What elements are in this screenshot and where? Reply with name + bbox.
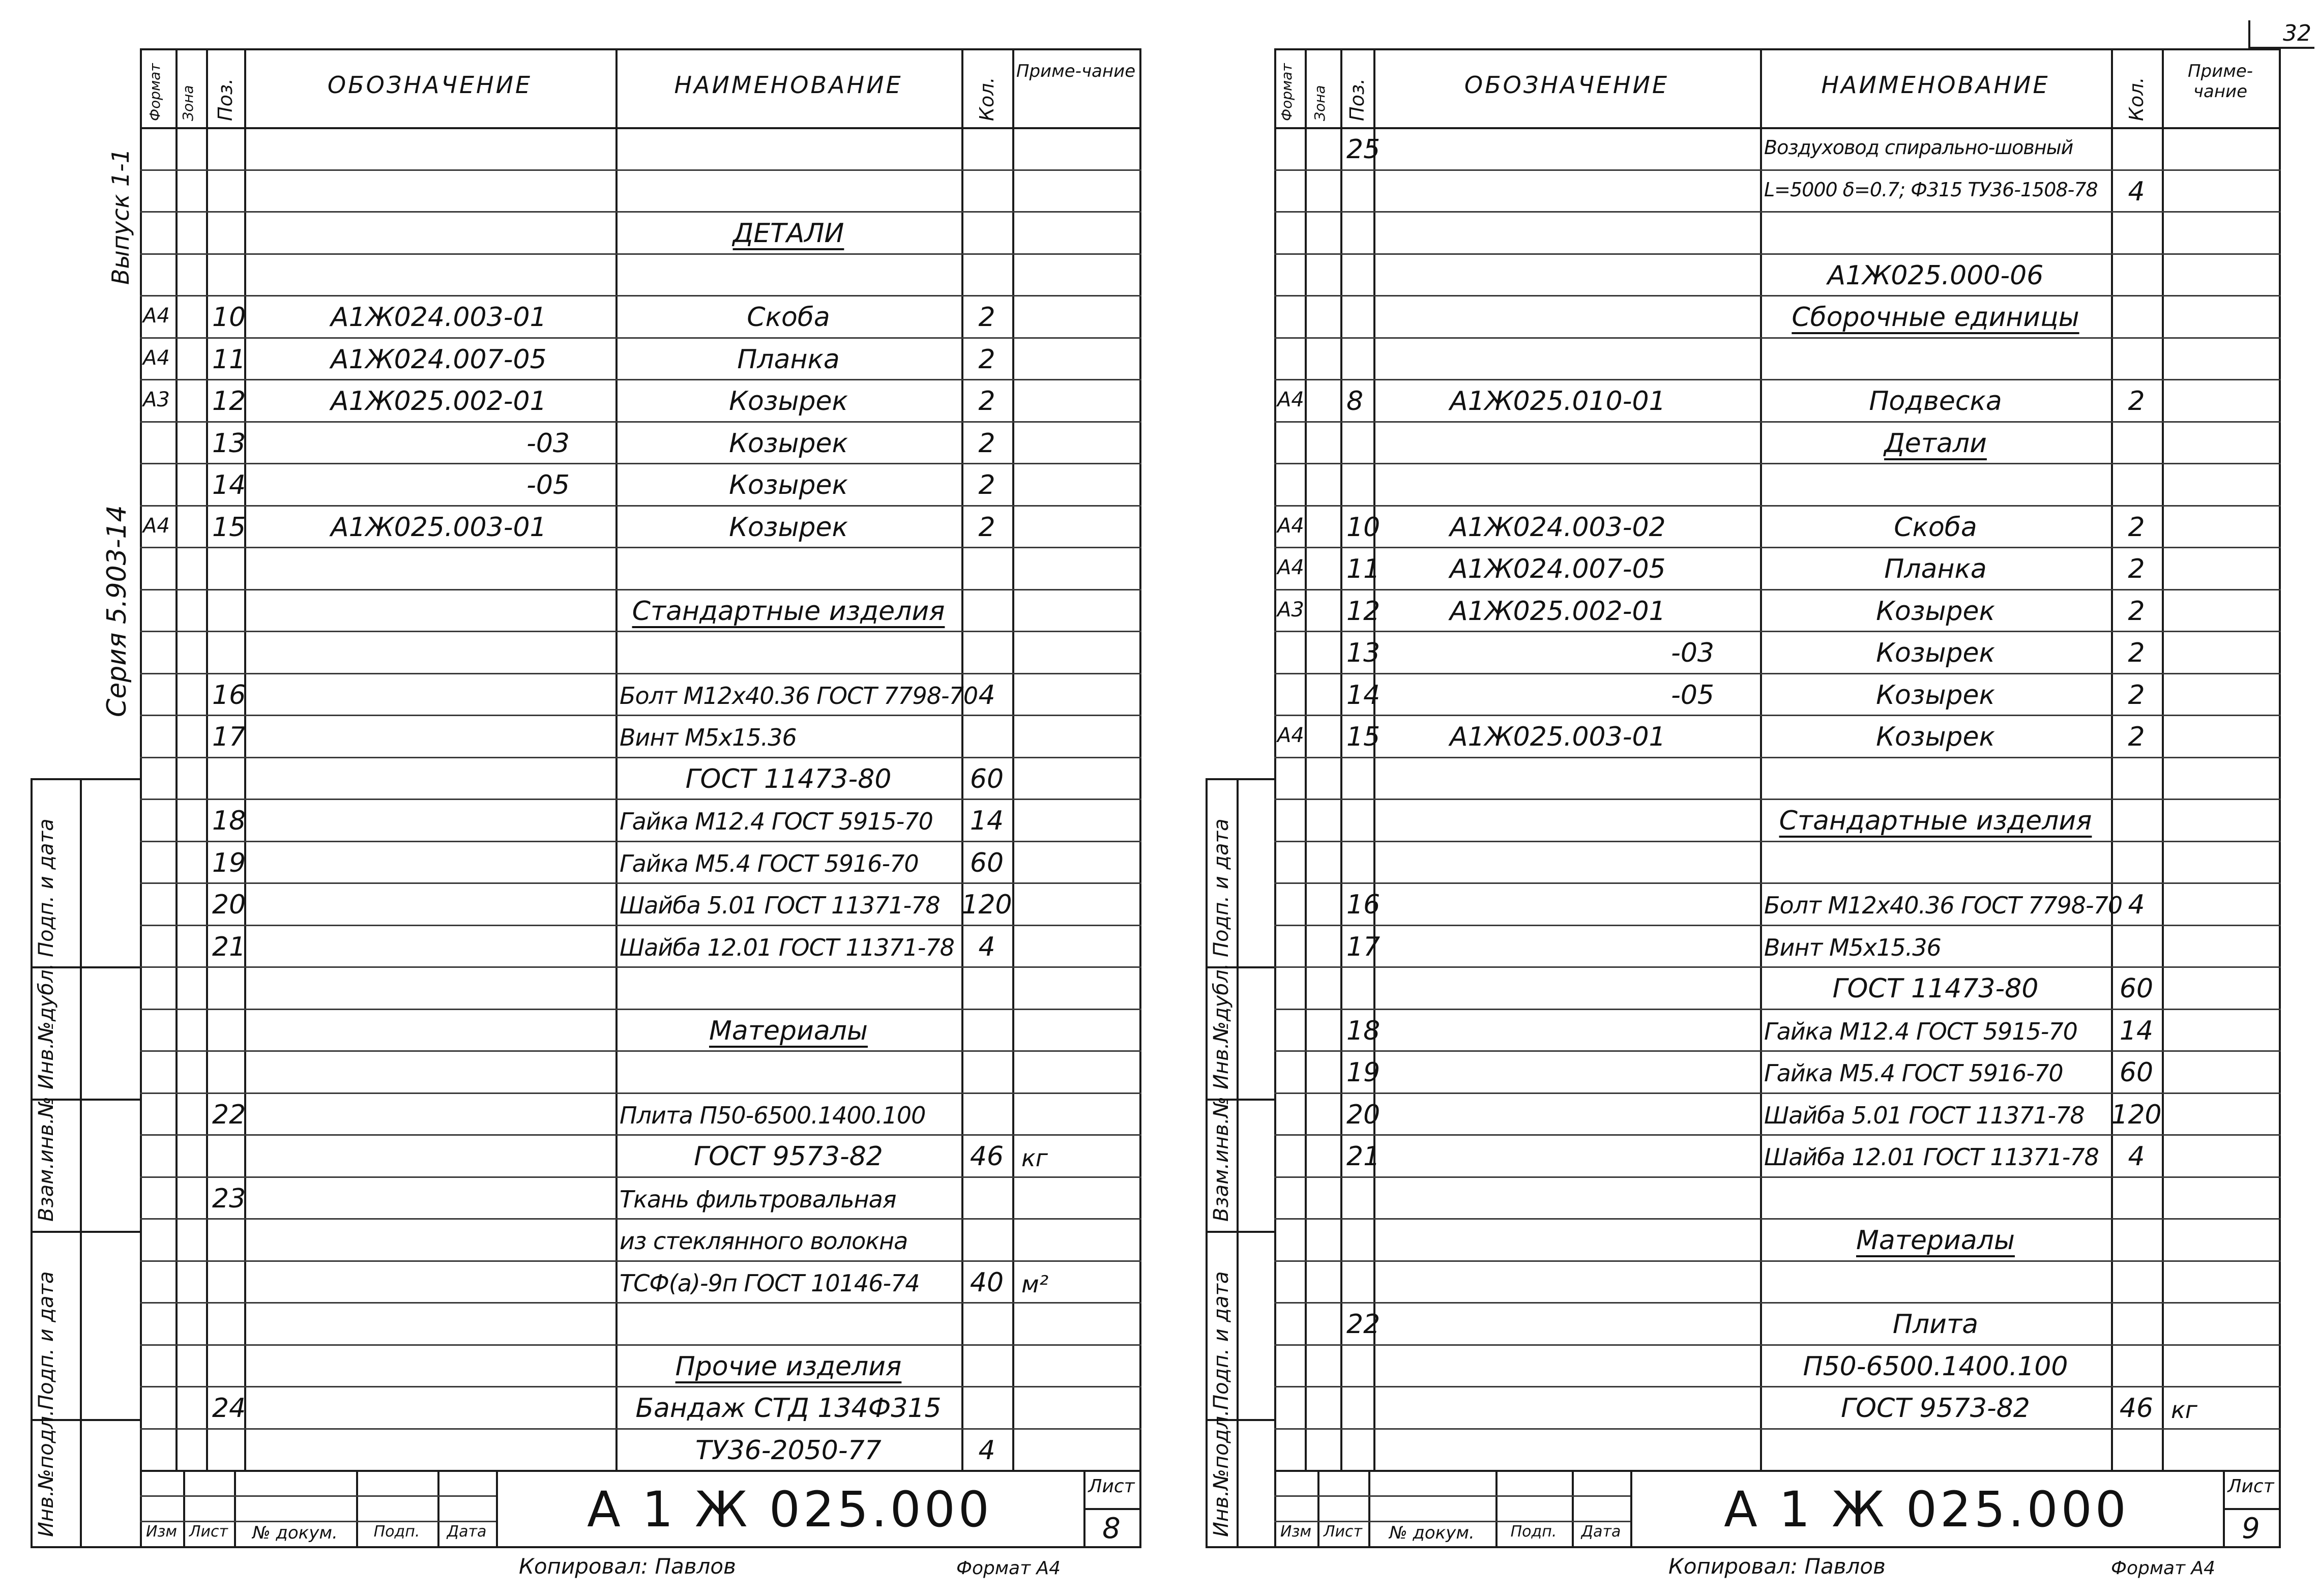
margin-label-box1: Подп. и дата [35, 818, 58, 957]
section-heading: ДЕТАЛИ [732, 218, 844, 249]
cell-name: Болт М12х40.36 ГОСТ 7798-70 [620, 682, 978, 710]
margin-label-box4: Подп. и дата [1210, 1271, 1233, 1410]
frame-bottom-edge [1206, 1546, 2281, 1548]
header-name: НАИМЕНОВАНИЕ [1821, 71, 2050, 99]
cell-position: 20 [212, 890, 246, 920]
table-row [1274, 841, 2279, 883]
section-heading: Стандартные изделия [632, 596, 945, 627]
cell-position: 15 [1346, 722, 1381, 752]
cell-format: А4 [143, 304, 170, 328]
cell-quantity: 2 [978, 512, 995, 543]
cell-name: Подвеска [1869, 386, 2002, 417]
cell-quantity: 2 [978, 386, 995, 417]
margin-label-box5: Инв.№подл. [35, 1409, 58, 1537]
cell-quantity: 4 [978, 931, 995, 962]
cell-position: 22 [1346, 1309, 1381, 1340]
row-rule [1274, 1428, 2281, 1430]
cell-note: м² [1021, 1270, 1049, 1298]
cell-quantity: 40 [970, 1267, 1004, 1298]
cell-quantity: 60 [2119, 973, 2154, 1004]
cell-name: Шайба 12.01 ГОСТ 11371-78 [620, 933, 954, 961]
cell-name: ГОСТ 9573-82 [1841, 1393, 2030, 1424]
table-row [140, 1050, 1139, 1092]
margin-box-rule [1206, 1546, 1274, 1548]
cell-quantity: 2 [978, 470, 995, 500]
page-number: 32 [2283, 20, 2311, 46]
cell-position: 19 [1346, 1057, 1381, 1088]
margin-box-edge [1206, 778, 1208, 1546]
cell-format: А4 [143, 514, 170, 538]
cell-name: Козырек [729, 386, 848, 417]
cell-name: ГОСТ 11473-80 [685, 763, 892, 794]
cell-name: из стеклянного волокна [620, 1227, 908, 1255]
sheet-box-split [1083, 1508, 1139, 1510]
cell-name: Плита [1892, 1309, 1979, 1340]
cell-name: Планка [1884, 554, 1987, 584]
table-row [140, 966, 1139, 1009]
cell-position: 12 [1346, 596, 1381, 627]
section-heading: Материалы [1856, 1225, 2015, 1256]
cell-designation: А1Ж025.010-01 [1450, 386, 1666, 417]
cell-quantity: 2 [2128, 722, 2145, 752]
cell-quantity: 2 [978, 344, 995, 375]
cell-name: Гайка М12.4 ГОСТ 5915-70 [620, 808, 933, 835]
margin-box-top [31, 778, 140, 780]
cell-quantity: 14 [2119, 1015, 2154, 1046]
title-col-col_doc: № докум. [252, 1523, 338, 1543]
frame-top-edge [140, 48, 1141, 50]
title-block-row [140, 1521, 496, 1522]
title-block-top [140, 1470, 1141, 1472]
section-heading: Стандартные изделия [1779, 806, 2092, 836]
sheet-label: Лист [2227, 1476, 2274, 1497]
issue-label: Выпуск 1-1 [107, 148, 134, 285]
cell-position: 18 [212, 806, 246, 836]
cell-quantity: 2 [2128, 638, 2145, 668]
cell-name: Винт М5х15.36 [1764, 933, 1941, 961]
cell-quantity: 2 [2128, 679, 2145, 711]
table-row [1274, 211, 2279, 253]
header-zone: Зона [180, 85, 196, 121]
cell-name: Планка [737, 344, 840, 375]
cell-name: Скоба [747, 302, 830, 333]
margin-label-box4: Подп. и дата [35, 1271, 58, 1410]
cell-position: 14 [212, 470, 246, 500]
cell-position: 15 [212, 512, 246, 543]
title-block-row [1274, 1495, 1630, 1497]
cell-format: А4 [1277, 514, 1304, 538]
cell-quantity: 4 [2128, 1141, 2145, 1172]
cell-quantity: 60 [2119, 1057, 2154, 1088]
margin-label-box5: Инв.№подл. [1210, 1409, 1233, 1537]
table-row [140, 127, 1139, 169]
cell-quantity: 46 [2119, 1393, 2154, 1424]
frame-right-edge [1139, 48, 1141, 1546]
cell-name: L=5000 δ=0.7; Ф315 ТУ36-1508-78 [1764, 178, 2098, 201]
cell-position: 12 [212, 386, 246, 417]
cell-position: 20 [1346, 1099, 1381, 1130]
cell-name: Козырек [729, 428, 848, 459]
cell-position: 11 [212, 344, 246, 375]
section-heading: Материалы [709, 1015, 868, 1046]
cell-format: А4 [143, 346, 170, 370]
cell-format: А4 [1277, 724, 1304, 747]
cell-name: Болт М12х40.36 ГОСТ 7798-70 [1764, 892, 2123, 919]
cell-quantity: 4 [978, 679, 995, 711]
cell-position: 21 [1346, 1141, 1381, 1172]
title-block-row [140, 1495, 496, 1497]
title-block-top [1274, 1470, 2281, 1472]
cell-name: Шайба 5.01 ГОСТ 11371-78 [620, 892, 940, 919]
cell-format: А4 [1277, 556, 1304, 579]
page-number-tick [2248, 20, 2250, 49]
document-code: А 1 Ж 025.000 [1724, 1481, 2129, 1538]
cell-designation: А1Ж025.002-01 [1450, 596, 1666, 627]
cell-name: Козырек [1876, 722, 1995, 752]
cell-position: 17 [212, 722, 246, 752]
cell-designation: А1Ж024.003-02 [1450, 512, 1666, 543]
cell-name: Козырек [1876, 638, 1995, 668]
cell-name: ГОСТ 11473-80 [1832, 973, 2039, 1004]
cell-position: 13 [212, 428, 246, 459]
title-block-row [1274, 1521, 1630, 1522]
cell-quantity: 2 [2128, 512, 2145, 543]
paper-format: Формат А4 [2111, 1558, 2216, 1579]
cell-name: А1Ж025.000-06 [1827, 260, 2044, 291]
table-row [1274, 1176, 2279, 1219]
margin-box-divider [80, 778, 82, 1546]
title-col-col_izm: Изм [1280, 1523, 1312, 1541]
table-row [1274, 757, 2279, 799]
cell-quantity: 4 [2128, 890, 2145, 920]
cell-designation: -05 [1671, 679, 1714, 711]
copied-by: Копировал: Павлов [519, 1554, 736, 1579]
cell-quantity: 2 [978, 428, 995, 459]
table-row [1274, 463, 2279, 505]
margin-label-box3: Взам.инв.№ [35, 1096, 58, 1222]
title-col-col_date: Дата [447, 1523, 487, 1541]
margin-label-box2: Инв.№дубл. [35, 963, 58, 1089]
table-row [140, 253, 1139, 295]
cell-name: Ткань фильтровальная [620, 1185, 896, 1213]
cell-position: 23 [212, 1183, 246, 1214]
header-pos: Поз. [1345, 78, 1368, 121]
cell-position: 16 [212, 679, 246, 711]
cell-format: А3 [143, 388, 170, 411]
cell-position: 22 [212, 1099, 246, 1130]
table-row [1274, 1260, 2279, 1303]
table-row [140, 631, 1139, 673]
series-label: Серия 5.903-14 [102, 505, 132, 717]
cell-quantity: 46 [970, 1141, 1004, 1172]
cell-name: Плита П50-6500.1400.100 [620, 1101, 926, 1129]
cell-name: Козырек [729, 512, 848, 543]
cell-position: 13 [1346, 638, 1381, 668]
copied-by: Копировал: Павлов [1668, 1554, 1886, 1579]
cell-name: ТСФ(а)-9п ГОСТ 10146-74 [620, 1269, 920, 1297]
cell-quantity: 4 [978, 1435, 995, 1466]
frame-top-edge [1274, 48, 2281, 50]
cell-designation: А1Ж024.007-05 [331, 344, 547, 375]
cell-quantity: 60 [970, 847, 1004, 878]
sheet-label: Лист [1088, 1476, 1135, 1497]
header-qty: Кол. [976, 77, 998, 121]
cell-position: 8 [1346, 386, 1364, 417]
cell-position: 24 [212, 1393, 246, 1424]
header-note: Приме-чание [2187, 61, 2253, 102]
cell-name: ТУ36-2050-77 [695, 1435, 882, 1466]
cell-designation: А1Ж024.003-01 [331, 302, 547, 333]
cell-name: Бандаж СТД 134Ф315 [635, 1393, 942, 1424]
margin-box-top [1206, 778, 1274, 780]
frame-right-edge [2279, 48, 2281, 1546]
cell-name: ГОСТ 9573-82 [694, 1141, 883, 1172]
header-note: Приме-чание [1016, 61, 1136, 81]
cell-designation: А1Ж024.007-05 [1450, 554, 1666, 584]
cell-quantity: 4 [2128, 176, 2145, 207]
cell-name: Гайка М5.4 ГОСТ 5916-70 [620, 849, 919, 877]
cell-designation: -05 [526, 470, 570, 500]
margin-box-divider [1237, 778, 1239, 1546]
cell-format: А3 [1277, 598, 1304, 622]
cell-position: 16 [1346, 890, 1381, 920]
table-row [140, 547, 1139, 589]
sheet-box-split [2223, 1508, 2279, 1510]
frame-bottom-edge [31, 1546, 1141, 1548]
header-designation: ОБОЗНАЧЕНИЕ [327, 71, 533, 99]
margin-box-edge [31, 778, 33, 1546]
table-row [140, 169, 1139, 212]
cell-designation: А1Ж025.002-01 [331, 386, 547, 417]
cell-name: Гайка М12.4 ГОСТ 5915-70 [1764, 1017, 2077, 1045]
cell-position: 10 [1346, 512, 1381, 543]
header-pos: Поз. [214, 78, 237, 121]
header-format: Формат [1278, 63, 1295, 121]
cell-position: 11 [1346, 554, 1381, 584]
cell-designation: А1Ж025.003-01 [331, 512, 547, 543]
cell-quantity: 120 [2111, 1099, 2162, 1130]
header-name: НАИМЕНОВАНИЕ [674, 71, 903, 99]
paper-format: Формат А4 [956, 1558, 1061, 1579]
margin-box-rule [31, 1546, 140, 1548]
document-code: А 1 Ж 025.000 [587, 1481, 992, 1538]
sheet-number: 9 [2242, 1512, 2260, 1545]
title-col-col_doc: № докум. [1389, 1523, 1475, 1543]
cell-name: Козырек [1876, 596, 1995, 627]
cell-name: Винт М5х15.36 [620, 724, 797, 751]
margin-label-box2: Инв.№дубл. [1210, 963, 1233, 1089]
cell-designation: А1Ж025.003-01 [1450, 722, 1666, 752]
cell-position: 21 [212, 931, 246, 962]
cell-quantity: 2 [978, 302, 995, 333]
cell-name: П50-6500.1400.100 [1803, 1351, 2068, 1382]
section-heading: Прочие изделия [675, 1351, 902, 1382]
cell-name: Воздуховод спирально-шовный [1764, 136, 2073, 159]
header-designation: ОБОЗНАЧЕНИЕ [1464, 71, 1669, 99]
cell-name: Шайба 5.01 ГОСТ 11371-78 [1764, 1101, 2085, 1129]
header-zone: Зона [1311, 85, 1328, 121]
section-heading: Сборочные единицы [1792, 302, 2079, 333]
margin-label-box3: Взам.инв.№ [1210, 1096, 1233, 1222]
cell-quantity: 60 [970, 763, 1004, 794]
cell-name: Козырек [1876, 679, 1995, 711]
title-col-col_izm: Изм [145, 1523, 178, 1541]
cell-position: 14 [1346, 679, 1381, 711]
cell-name: Скоба [1894, 512, 1977, 543]
title-col-col_podp: Подп. [373, 1523, 420, 1541]
header-format: Формат [146, 63, 163, 121]
cell-designation: -03 [526, 428, 570, 459]
cell-name: Козырек [729, 470, 848, 500]
cell-note: кг [2171, 1396, 2197, 1424]
cell-position: 19 [212, 847, 246, 878]
cell-note: кг [1021, 1144, 1048, 1172]
sheet-number: 8 [1102, 1512, 1121, 1545]
cell-designation: -03 [1671, 638, 1714, 668]
margin-box-rule [1206, 1231, 1274, 1233]
cell-quantity: 2 [2128, 596, 2145, 627]
cell-name: Шайба 12.01 ГОСТ 11371-78 [1764, 1143, 2099, 1171]
cell-format: А4 [1277, 388, 1304, 411]
cell-quantity: 2 [2128, 554, 2145, 584]
cell-position: 25 [1346, 134, 1381, 165]
cell-position: 18 [1346, 1015, 1381, 1046]
title-col-col_podp: Подп. [1510, 1523, 1557, 1541]
cell-quantity: 120 [961, 890, 1012, 920]
table-row [140, 1302, 1139, 1344]
table-row [1274, 337, 2279, 379]
header-qty: Кол. [2125, 77, 2148, 121]
title-col-col_list: Лист [189, 1523, 228, 1541]
cell-quantity: 14 [970, 806, 1004, 836]
cell-position: 10 [212, 302, 246, 333]
title-col-col_list: Лист [1323, 1523, 1363, 1541]
section-heading: Детали [1884, 428, 1987, 459]
cell-name: Гайка М5.4 ГОСТ 5916-70 [1764, 1059, 2063, 1087]
margin-label-box1: Подп. и дата [1210, 818, 1233, 957]
margin-box-rule [31, 1231, 140, 1233]
cell-position: 17 [1346, 931, 1381, 962]
cell-quantity: 2 [2128, 386, 2145, 417]
title-col-col_date: Дата [1581, 1523, 1621, 1541]
